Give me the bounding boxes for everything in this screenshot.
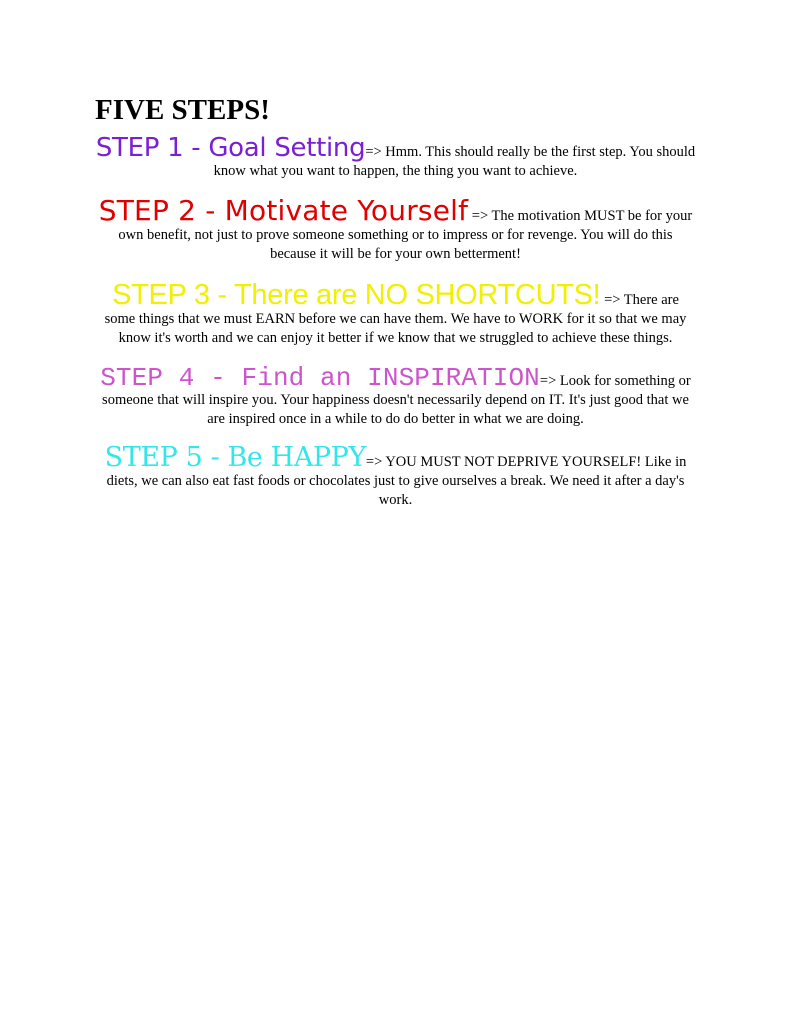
step-3-heading: STEP 3 - There are NO SHORTCUTS! (112, 279, 601, 311)
step-3-body: => There are some things that we must EARN before we can have them. We have to WORK for it so that we may know it's worth and we can enjoy it better if we know that we struggled to achieve these things. (104, 292, 687, 346)
step-4-body: => Look for something or someone that will inspire you. Your happiness doesn't necessarily depend on IT. It's just good that we are inspired once in a while to do do better in what we are doing. (102, 373, 691, 427)
page-title: FIVE STEPS! (95, 94, 270, 126)
step-2 (95, 194, 696, 264)
step-4-heading: STEP 4 - Find an INSPIRATION (100, 363, 540, 393)
step-5-heading: STEP 5 - Be HAPPY (104, 442, 366, 473)
step-1-body: => Hmm. This should really be the first step. You should know what you want to happen, the thing you want to achieve. (213, 144, 696, 179)
step-4 (95, 363, 696, 429)
step-5 (95, 442, 696, 510)
step-2-heading: STEP 2 - Motivate Yourself (98, 194, 469, 227)
step-1-heading: STEP 1 - Goal Setting (95, 133, 366, 163)
step-3 (95, 279, 696, 348)
document-page (95, 92, 696, 510)
step-5-body: => YOU MUST NOT DEPRIVE YOURSELF! Like in diets, we can also eat fast foods or chocolates just to give ourselves a break. We need it after a day's work. (106, 454, 687, 508)
step-2-body: => The motivation MUST be for your own benefit, not just to prove someone something or to impress or for revenge. You will do this because it will be for your own betterment! (118, 208, 693, 262)
step-1 (95, 133, 696, 181)
